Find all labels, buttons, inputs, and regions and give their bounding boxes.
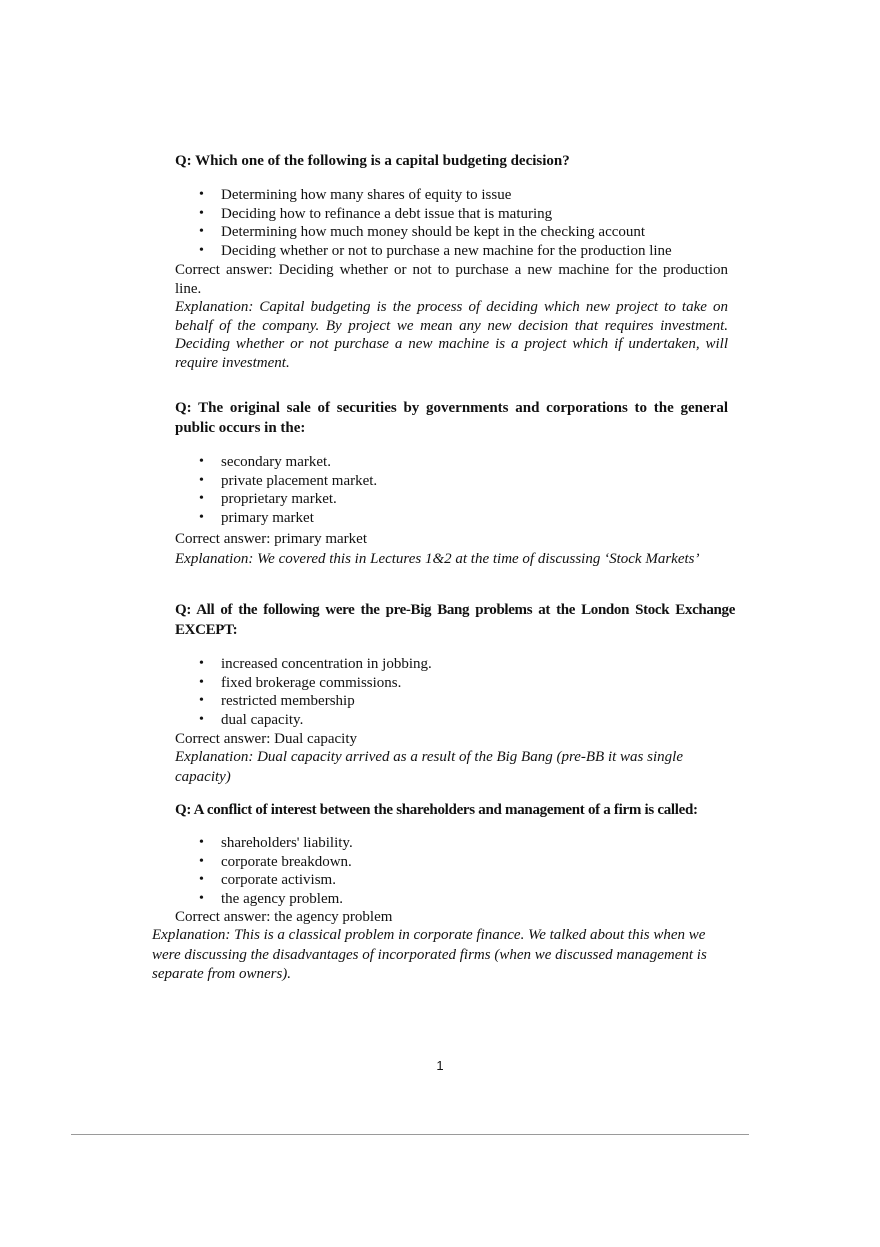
question-2-options — [175, 453, 735, 528]
question-1-option-4 — [175, 242, 735, 261]
question-4-explanation: Explanation: This is a classical problem in corporate finance. We talked about this when we were discussing the disadvantages of incorporated firms (when we discussed management is separate from owners). — [152, 927, 707, 982]
option-text: corporate breakdown. — [221, 853, 352, 870]
option-text: Determining how much money should be kept in the checking account — [221, 224, 646, 241]
question-3-options — [175, 655, 735, 730]
question-3-answer: Correct answer: Dual capacity — [175, 731, 357, 747]
question-2-option-1 — [175, 453, 735, 472]
option-text: proprietary market. — [221, 491, 337, 508]
option-text: Deciding how to refinance a debt issue that is maturing — [221, 205, 553, 222]
bullet-icon: • — [199, 656, 204, 671]
bullet-icon: • — [199, 853, 204, 869]
bullet-icon: • — [199, 693, 204, 709]
question-3-title: Q: All of the following were the pre-Big Bang problems at the London Stock Exchange EXCEPT: — [175, 602, 735, 638]
question-4-option-2 — [175, 853, 735, 872]
question-4-option-3 — [175, 871, 735, 890]
question-2-option-2 — [175, 472, 735, 491]
bullet-icon: • — [199, 472, 204, 488]
question-block-3 — [175, 600, 735, 640]
option-text: private placement market. — [221, 472, 378, 489]
bullet-icon: • — [199, 491, 204, 507]
bullet-icon: • — [199, 674, 204, 690]
question-2-option-3 — [175, 490, 735, 509]
option-text: dual capacity. — [221, 712, 304, 729]
bullet-icon: • — [199, 205, 204, 221]
question-1-title: Q: Which one of the following is a capital budgeting decision? — [175, 153, 570, 169]
question-block-2 — [175, 398, 728, 438]
page-number: 1 — [436, 1058, 444, 1073]
footer-divider — [71, 1134, 749, 1135]
bullet-icon: • — [199, 224, 204, 240]
bullet-icon: • — [199, 891, 204, 907]
question-4-answer: Correct answer: the agency problem — [175, 909, 393, 925]
option-text: the agency problem. — [221, 891, 344, 908]
question-3-option-1 — [175, 655, 735, 674]
option-text: secondary market. — [221, 454, 331, 470]
question-1-options — [175, 186, 735, 261]
question-1-option-3 — [175, 223, 735, 242]
option-text: increased concentration in jobbing. — [221, 656, 432, 672]
question-3-option-4 — [175, 711, 735, 730]
question-3-option-3 — [175, 692, 735, 711]
bullet-icon: • — [199, 454, 204, 469]
bullet-icon: • — [199, 835, 204, 850]
question-3-option-2 — [175, 674, 735, 693]
bullet-icon: • — [199, 510, 204, 526]
bullet-icon: • — [199, 243, 204, 259]
question-4-options — [175, 834, 735, 909]
question-1-option-1 — [175, 186, 735, 205]
question-2-option-4 — [175, 509, 735, 528]
question-4-option-1 — [175, 834, 735, 853]
question-2-explanation: Explanation: We covered this in Lectures 1&2 at the time of discussing ‘Stock Markets’ — [175, 551, 700, 567]
question-2-title: Q: The original sale of securities by governments and corporations to the general public occurs in the: — [175, 400, 728, 436]
question-4-title: Q: A conflict of interest between the shareholders and management of a firm is called: — [175, 802, 698, 818]
question-1-option-2 — [175, 205, 735, 224]
option-text: corporate activism. — [221, 872, 336, 889]
bullet-icon: • — [199, 712, 204, 728]
option-text: primary market — [221, 510, 314, 527]
question-2-answer: Correct answer: primary market — [175, 531, 368, 547]
question-1-explanation: Explanation: Capital budgeting is the process of deciding which new project to take on behalf of the company. By project we mean any new decision that requires investment. Deciding whether or not purchase a new machine is a project which if undertaken, will require investment. — [175, 299, 728, 371]
option-text: Determining how many shares of equity to issue — [221, 187, 512, 203]
option-text: Deciding whether or not to purchase a new machine for the production line — [221, 243, 672, 260]
bullet-icon: • — [199, 187, 204, 202]
option-text: shareholders' liability. — [221, 835, 353, 851]
question-4-option-4 — [175, 890, 735, 909]
question-1-answer: Correct answer: Deciding whether or not to purchase a new machine for the production line. — [175, 262, 728, 297]
bullet-icon: • — [199, 872, 204, 888]
question-block-4 — [175, 800, 745, 820]
question-3-explanation: Explanation: Dual capacity arrived as a result of the Big Bang (pre-BB it was single capacity) — [175, 749, 683, 785]
option-text: fixed brokerage commissions. — [221, 674, 402, 691]
option-text: restricted membership — [221, 693, 355, 710]
question-block-1 — [175, 151, 728, 171]
